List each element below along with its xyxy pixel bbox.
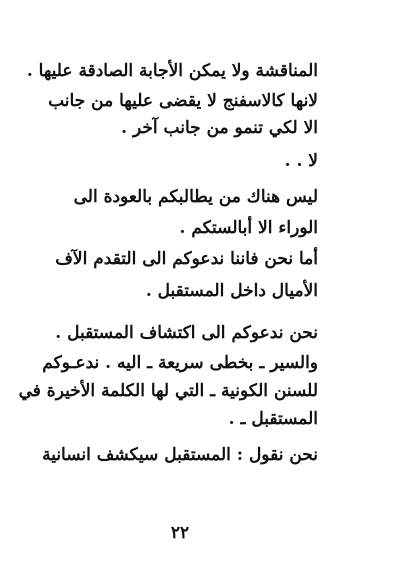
text-line: المستقبل ـ . (228, 409, 318, 429)
text-line: الا لكي تنمو من جانب آخر . (121, 118, 318, 138)
text-line: للسنن الكونية ـ التي لها الكلمة الأخيرة في (18, 381, 318, 401)
page-number: ٢٢ (170, 523, 190, 543)
text-line: ليس هناك من يطالبكم بالعودة الى (73, 187, 318, 207)
text-line: والسير ـ بخطى سريعة ـ اليه . ندعـوكم (42, 353, 318, 373)
text-line: نحن ندعوكم الى اكتشاف المستقبل . (55, 323, 318, 343)
text-line: لا . . (284, 151, 318, 171)
text-line: نحن نقول : المستقبل سيكشف انسانية (42, 445, 318, 465)
text-line: أما نحن فاننا ندعوكم الى التقدم الآف (55, 249, 318, 269)
text-line: الأميال داخل المستقبل . (145, 281, 318, 301)
text-line: المناقشة ولا يمكن الأجابة الصادقة عليها . (26, 61, 318, 81)
text-line: لانها كالاسفنج لا يقضى عليها من جانب (48, 91, 318, 111)
text-line: الوراء الا أبالستكم . (179, 218, 318, 238)
